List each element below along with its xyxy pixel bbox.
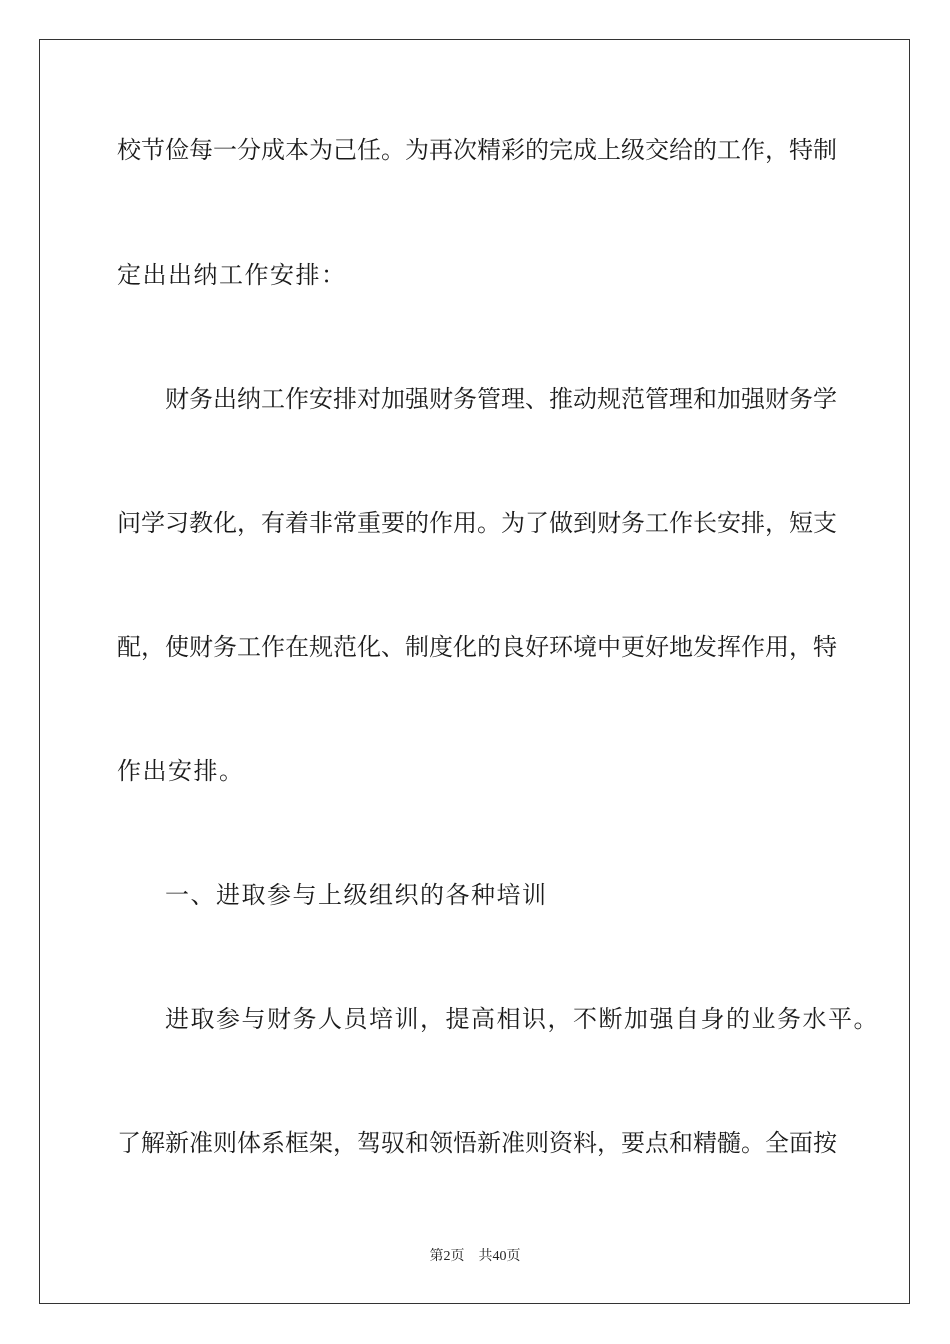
page-total: 共40页 [478, 1249, 521, 1264]
body-line-4: 问学习教化，有着非常重要的作用。为了做到财务工作长安排，短支 [117, 509, 837, 537]
page-footer [0, 1248, 950, 1266]
body-line-2: 定出出纳工作安排： [117, 261, 347, 289]
body-line-6: 作出安排。 [117, 757, 245, 785]
body-line-5: 配，使财务工作在规范化、制度化的良好环境中更好地发挥作用，特 [117, 633, 837, 661]
body-line-1: 校节俭每一分成本为己任。为再次精彩的完成上级交给的工作，特制 [117, 136, 837, 164]
body-line-3: 财务出纳工作安排对加强财务管理、推动规范管理和加强财务学 [165, 385, 837, 413]
section-heading: 一、进取参与上级组织的各种培训 [165, 881, 548, 909]
page-number: 第2页 [429, 1249, 465, 1264]
page-border [39, 39, 910, 1304]
body-line-8: 进取参与财务人员培训，提高相识，不断加强自身的业务水平。 [165, 1005, 879, 1033]
body-line-9: 了解新准则体系框架，驾驭和领悟新准则资料，要点和精髓。全面按 [117, 1129, 837, 1157]
